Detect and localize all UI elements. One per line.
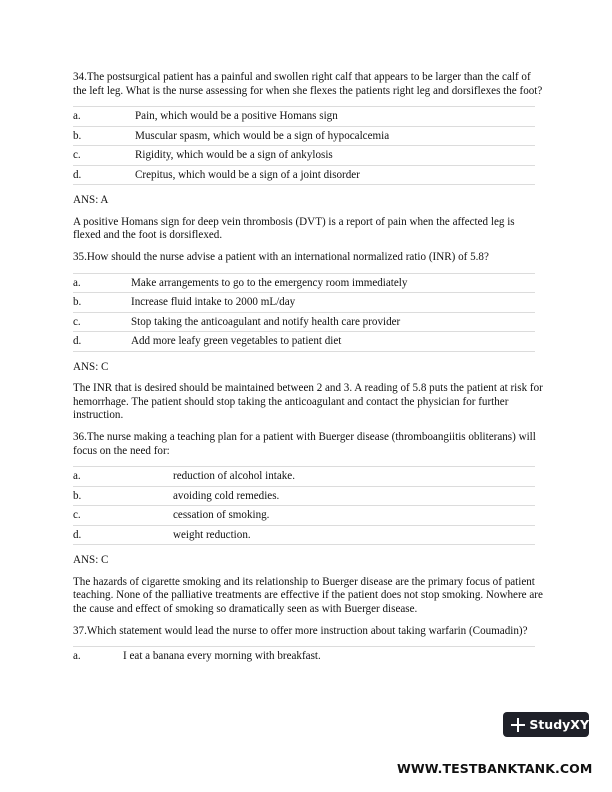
option-text: Make arrangements to go to the emergency room immediately bbox=[131, 273, 535, 293]
answer-34: ANS: A bbox=[73, 194, 109, 207]
option-letter: c. bbox=[73, 506, 173, 526]
option-letter: b. bbox=[73, 126, 135, 146]
option-text: avoiding cold remedies. bbox=[173, 486, 535, 506]
question-37: 37.Which statement would lead the nurse to offer more instruction about taking warfarin (Coumadin)? bbox=[73, 624, 528, 637]
option-letter: a. bbox=[73, 107, 135, 127]
options-37 bbox=[73, 646, 535, 666]
answer-36: ANS: C bbox=[73, 554, 109, 567]
option-letter: c. bbox=[73, 312, 131, 332]
option-text: Rigidity, which would be a sign of ankylosis bbox=[135, 146, 535, 166]
question-36: 36.The nurse making a teaching plan for a patient with Buerger disease (thromboangiitis obliterans) will focus on the need for: bbox=[73, 430, 536, 457]
option-row bbox=[73, 525, 535, 545]
option-row bbox=[73, 273, 535, 293]
footer-site: WWW.TESTBANKTANK.COM bbox=[397, 761, 593, 776]
option-text: reduction of alcohol intake. bbox=[173, 467, 535, 487]
option-letter: d. bbox=[73, 332, 131, 352]
option-row bbox=[73, 332, 535, 352]
explanation-34: A positive Homans sign for deep vein thrombosis (DVT) is a report of pain when the affected leg is flexed and the foot is dorsiflexed. bbox=[73, 215, 515, 242]
option-text: Pain, which would be a positive Homans sign bbox=[135, 107, 535, 127]
option-text: Increase fluid intake to 2000 mL/day bbox=[131, 293, 535, 313]
option-row bbox=[73, 126, 535, 146]
answer-35: ANS: C bbox=[73, 360, 109, 373]
option-row bbox=[73, 467, 535, 487]
option-letter: c. bbox=[73, 146, 135, 166]
option-text: weight reduction. bbox=[173, 525, 535, 545]
option-text: Muscular spasm, which would be a sign of hypocalcemia bbox=[135, 126, 535, 146]
option-row bbox=[73, 146, 535, 166]
explanation-36: The hazards of cigarette smoking and its relationship to Buerger disease are the primary focus of patient teaching. None of the palliative treatments are effective if the patient does not stop smoking. Nowhere are the cause and effect of smoking so dramatically seen as with Buerger disease. bbox=[73, 575, 543, 615]
question-34: 34.The postsurgical patient has a painful and swollen right calf that appears to be larger than the calf of the left leg. What is the nurse assessing for when she flexes the patients right leg and dorsiflexes the foot? bbox=[73, 71, 543, 97]
options-34 bbox=[73, 106, 535, 185]
option-text: cessation of smoking. bbox=[173, 506, 535, 526]
option-letter: b. bbox=[73, 486, 173, 506]
document-body bbox=[73, 71, 543, 675]
plus-icon bbox=[511, 718, 524, 732]
option-text: Add more leafy green vegetables to patient diet bbox=[131, 332, 535, 352]
explanation-35: The INR that is desired should be maintained between 2 and 3. A reading of 5.8 puts the patient at risk for hemorrhage. The patient should stop taking the anticoagulant and contact the physician for further instruction. bbox=[73, 382, 543, 422]
option-text: I eat a banana every morning with breakfast. bbox=[123, 647, 535, 666]
option-letter: b. bbox=[73, 293, 131, 313]
option-letter: d. bbox=[73, 165, 135, 185]
options-35 bbox=[73, 273, 535, 352]
option-letter: d. bbox=[73, 525, 173, 545]
badge-label: StudyXY bbox=[529, 717, 589, 732]
option-row bbox=[73, 107, 535, 127]
option-row bbox=[73, 312, 535, 332]
studyxy-badge[interactable] bbox=[503, 712, 589, 737]
option-row bbox=[73, 293, 535, 313]
option-letter: a. bbox=[73, 647, 123, 666]
option-row bbox=[73, 506, 535, 526]
option-row bbox=[73, 165, 535, 185]
option-text: Crepitus, which would be a sign of a joint disorder bbox=[135, 165, 535, 185]
option-letter: a. bbox=[73, 467, 173, 487]
options-36 bbox=[73, 466, 535, 545]
option-row bbox=[73, 486, 535, 506]
option-letter: a. bbox=[73, 273, 131, 293]
option-row bbox=[73, 647, 535, 666]
option-text: Stop taking the anticoagulant and notify health care provider bbox=[131, 312, 535, 332]
question-35: 35.How should the nurse advise a patient with an international normalized ratio (INR) of 5.8? bbox=[73, 250, 489, 263]
